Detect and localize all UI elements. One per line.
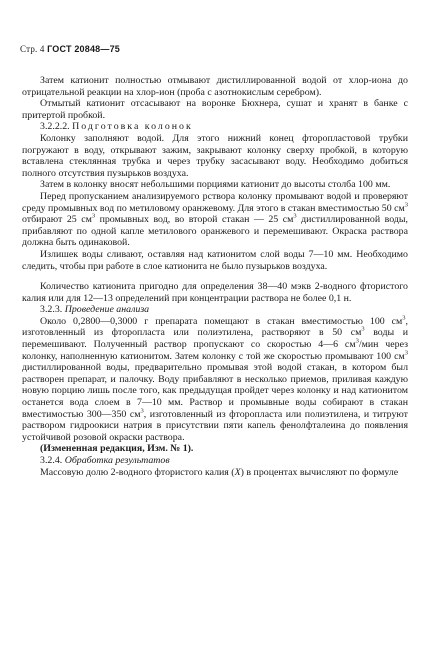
section-number: 3.2.2.2. xyxy=(40,121,70,133)
paragraph: Излишек воды сливают, оставляя над катионитом слой воды 7—10 мм. Необходимо следить, чтобы при работе в слое катионита не было пузырьков воздуха. xyxy=(22,248,408,272)
paragraph: Колонку заполняют водой. Для этого нижний конец фторопластовой трубки погружают в воду, открывают зажим, закрывают колонку сверху пробкой, в которую вставлена стеклянная трубка и через трубку засасывают воду. Необходимо добиться полного отсутствия пузырьков воздуха. xyxy=(22,132,408,179)
paragraph xyxy=(22,467,408,479)
text-run: ) в процентах вычисляют по формуле xyxy=(240,466,399,478)
paragraph: Затем в колонку вносят небольшими порциями катионит до высоты столба 100 мм. xyxy=(40,179,391,191)
section-number: 3.2.3. xyxy=(40,304,63,316)
superscript: 3 xyxy=(361,326,365,334)
variable-x: X xyxy=(234,466,241,478)
superscript: 3 xyxy=(140,407,144,415)
superscript: 3 xyxy=(404,201,408,209)
text-run: дистиллированной воды, предварительно промывая этой водой стакан, в котором был растворен препарат, и палочку. Воду прибавляют в несколько приемов, приливая каждую новую порцию лишь после того, как предыдущая пройдет через колонку и над катионитом останется вода слоем в 7—10 мм. Раствор и промывные воды собирают в стакан вместимостью 300—350 см xyxy=(22,362,408,420)
text-run: Около 0,2800—0,3000 г препарата помещают в стакан вместимостью 100 см xyxy=(40,315,403,327)
section-heading-3-2-2-2 xyxy=(22,121,408,133)
page-header xyxy=(20,44,120,54)
paragraph: Отмытый катионит отсасывают на воронке Бюхнера, сушат и хранят в банке с притертой пробкой. xyxy=(22,98,408,121)
section-number: 3.2.4. xyxy=(40,455,63,466)
section-title: Обработка результатов xyxy=(64,455,170,466)
paragraph xyxy=(22,316,408,444)
text-run: , изготовленный из фторопласта или полиэтилена, растворяют в 50 см xyxy=(22,315,408,339)
document-body xyxy=(22,75,408,478)
text-run: /мин через колонку, наполненную катионитом. Затем колонку с той же скоростью промывают 100 см xyxy=(22,339,408,362)
paragraph: Затем катионит полностью отмывают дистиллированной водой от хлор-иона до отрицательной реакции на хлор-ион (проба с азотнокислым серебром). xyxy=(22,75,408,98)
text-run: Массовую долю 2-водного фтористого калия ( xyxy=(40,466,235,478)
text-run: промывных вод, во второй стакан — 25 см xyxy=(95,214,294,226)
section-title: Подготовка колонок xyxy=(72,121,193,133)
superscript: 3 xyxy=(402,314,406,322)
paragraph xyxy=(22,191,408,249)
standard-number: ГОСТ 20848—75 xyxy=(47,44,120,54)
page-number: Стр. 4 xyxy=(20,44,45,54)
superscript: 3 xyxy=(293,212,297,220)
text-run: отбирают 25 см xyxy=(22,214,92,226)
text-run: Перед пропусканием анализируемого рствора колонку промывают водой и проверяют среду промывных вод по метиловому оранжевому. Для этого в стакан вместимостью 50 см xyxy=(22,190,408,214)
section-heading-3-2-3 xyxy=(22,304,408,316)
text-run: дистиллированной воды, прибавляют по одной капле метилового оранжевого и перемешивают. Окраска раствора должна быть одинаковой. xyxy=(22,214,409,249)
edition-note: (Измененная редакция, Изм. № 1). xyxy=(40,443,194,455)
superscript: 3 xyxy=(404,349,408,357)
superscript: 3 xyxy=(355,337,359,345)
paragraph: Количество катионита пригодно для определения 38—40 мэкв 2-водного фтористого калия или для 12—13 определений при концентрации раствора не более 0,1 н. xyxy=(22,281,408,304)
section-heading-3-2-4 xyxy=(22,455,408,467)
text-run: , изготовленный из фторопласта или полиэтилена, и титруют раствором гидроокиси натрия в присутствии пяти капель фенолфталеина до появления устойчивой розовой окраски раствора. xyxy=(22,408,408,443)
superscript: 3 xyxy=(91,212,96,220)
text-run: воды и перемешивают. Полученный раствор пропускают со скоростью 4—6 см xyxy=(22,327,408,351)
section-title: Проведение анализа xyxy=(64,304,150,316)
